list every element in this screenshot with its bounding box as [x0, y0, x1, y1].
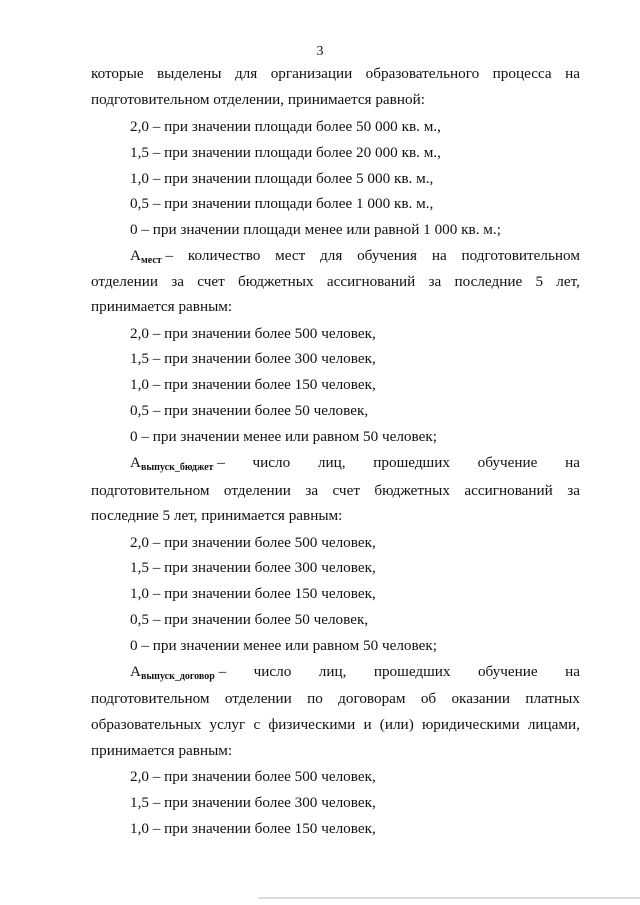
a-budget-item: 1,0 – при значении более 150 человек, [130, 585, 376, 602]
word: за [171, 273, 185, 290]
word: за [305, 482, 319, 499]
word: прошедших [373, 454, 450, 471]
word: обучения [357, 247, 418, 264]
a-budget-item: 2,0 – при значении более 500 человек, [130, 534, 376, 551]
a-budget-line-3: последние 5 лет, принимается равным: [91, 507, 343, 524]
word: для [320, 247, 343, 264]
word: юридическими [421, 716, 520, 733]
a-budget-item: 0,5 – при значении более 50 человек, [130, 611, 369, 628]
area-item: 2,0 – при значении площади более 50 000 кв. м., [130, 118, 441, 135]
word: образовательного [365, 65, 480, 82]
a-mest-line-1 [130, 247, 580, 265]
a-budget-line-1 [130, 454, 580, 472]
word: лицами, [527, 716, 580, 733]
word: отделении [224, 690, 292, 707]
word: и [363, 716, 372, 733]
word: число [253, 663, 292, 680]
a-contract-item: 1,0 – при значении более 150 человек, [130, 820, 376, 837]
word: физическими [268, 716, 356, 733]
a-mest-item: 1,5 – при значении более 300 человек, [130, 350, 376, 367]
word: которые [91, 65, 144, 82]
word: счет [197, 273, 225, 290]
word: на [565, 454, 580, 471]
word: услуг [209, 716, 246, 733]
word: оказании [451, 690, 511, 707]
word: отделении [91, 273, 159, 290]
area-item: 0 – при значении площади менее или равной 1 000 кв. м.; [130, 221, 501, 238]
a-contract-line-4: принимается равным: [91, 742, 233, 759]
word: 5 [535, 273, 544, 290]
page-number: 3 [316, 44, 324, 59]
word: лиц, [317, 454, 346, 471]
word: образовательных [91, 716, 202, 733]
word: лиц, [318, 663, 347, 680]
word: организации [270, 65, 353, 82]
word: процесса [492, 65, 552, 82]
word: на [565, 663, 580, 680]
a-mest-item: 0 – при значении менее или равном 50 человек; [130, 428, 437, 445]
word: ассигнований [464, 482, 553, 499]
word: подготовительном [461, 247, 580, 264]
word: бюджетных [374, 482, 450, 499]
word: прошедших [373, 663, 451, 680]
word: последние [454, 273, 523, 290]
word: лет, [556, 273, 580, 290]
a-budget-symbol: $А_{выпуск\_бюджет}$ – [130, 454, 225, 473]
area-item: 1,0 – при значении площади более 5 000 кв. м., [130, 170, 434, 187]
word: за [428, 273, 442, 290]
word: счет [332, 482, 360, 499]
word: с [253, 716, 261, 733]
word: за [567, 482, 580, 499]
word: отделении [223, 482, 291, 499]
a-contract-line-1 [130, 663, 580, 681]
scan-edge-divider [258, 897, 640, 899]
a-contract-item: 1,5 – при значении более 300 человек, [130, 794, 376, 811]
word: обучение [477, 454, 538, 471]
a-contract-line-3 [91, 716, 580, 734]
word: платных [525, 690, 580, 707]
a-budget-item: 0 – при значении менее или равном 50 человек; [130, 637, 437, 654]
word: договорам [338, 690, 406, 707]
area-item: 0,5 – при значении площади более 1 000 кв. м., [130, 195, 434, 212]
word: на [565, 65, 580, 82]
word: выделены [157, 65, 222, 82]
a-mest-item: 1,0 – при значении более 150 человек, [130, 376, 376, 393]
a-contract-item: 2,0 – при значении более 500 человек, [130, 768, 376, 785]
word: на [431, 247, 447, 264]
word: количество [187, 247, 261, 264]
area-item: 1,5 – при значении площади более 20 000 кв. м., [130, 144, 441, 161]
a-budget-line-2 [91, 482, 580, 500]
word: для [234, 65, 258, 82]
a-mest-item: 0,5 – при значении более 50 человек, [130, 402, 369, 419]
word: обучение [477, 663, 538, 680]
a-contract-line-2 [91, 690, 580, 708]
a-mest-line-3: принимается равным: [91, 298, 233, 315]
word: подготовительном [91, 482, 210, 499]
word: число [252, 454, 291, 471]
word: мест [275, 247, 306, 264]
a-mest-line-2 [91, 273, 580, 291]
word: по [307, 690, 323, 707]
a-mest-item: 2,0 – при значении более 500 человек, [130, 325, 376, 342]
intro-line-2: подготовительном отделении, принимается равной: [91, 91, 425, 108]
word: ассигнований [326, 273, 416, 290]
a-mest-symbol: $А_{мест}$ – [130, 247, 174, 266]
word: (или) [379, 716, 414, 733]
a-budget-item: 1,5 – при значении более 300 человек, [130, 559, 376, 576]
word: об [420, 690, 437, 707]
a-contract-symbol: $А_{выпуск\_договор}$ – [130, 663, 227, 682]
word: бюджетных [237, 273, 314, 290]
intro-line-1 [91, 65, 580, 83]
word: подготовительном [91, 690, 210, 707]
